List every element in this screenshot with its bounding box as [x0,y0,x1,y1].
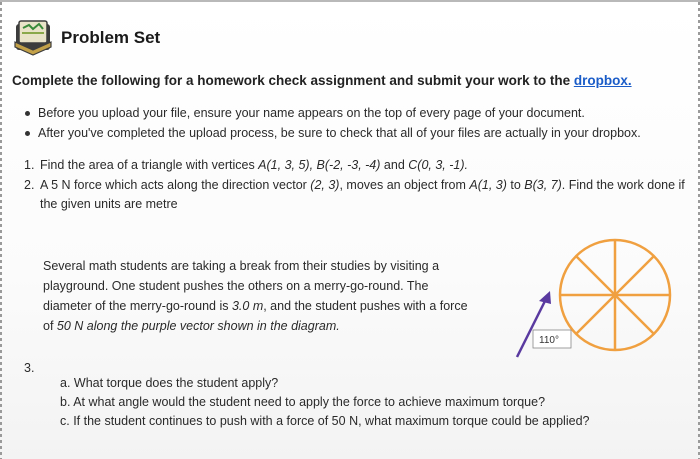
angle-label: 110° [539,335,559,346]
sub-question: b. At what angle would the student need to apply the force to achieve maximum torque? [60,395,546,409]
scenario-line [43,316,513,336]
dropbox-link[interactable]: dropbox. [573,73,632,88]
problem-3-number: 3. [24,361,35,375]
force-arrowhead [539,291,551,304]
sub-question: c. If the student continues to push with a force of 50 N, what maximum torque could be applied? [60,414,590,428]
problem-1-and: and [380,158,409,172]
problem-1-text: Find the area of a triangle with vertices [40,158,259,172]
scenario-line: playground. One student pushes the others on a merry-go-round. The [43,279,429,293]
problem-text [40,176,694,214]
left-border [0,2,2,459]
problem-3-questions [60,374,680,431]
scenario-force: 50 N along the purple vector shown in the diagram. [56,319,340,333]
problem-1-vertices: A(1, 3, 5), B(-2, -3, -4) [258,158,381,172]
problem-1-last-vertex: C(0, 3, -1). [408,158,468,172]
instruction-item: Before you upload your file, ensure your name appears on the top of every page of your document. [24,103,694,123]
scenario-line-4a: of [43,319,57,333]
problem-2-to: B(3, 7) [524,178,562,192]
instruction-item: After you've completed the upload process, be sure to check that all of your files are actually in your dropbox. [24,123,694,143]
header [13,12,413,60]
page-title: Problem Set [61,28,161,47]
problem-2 [24,176,694,214]
problem-1 [24,156,694,175]
scenario-diameter: 3.0 m [231,299,264,313]
instruction-list [24,103,694,143]
problem-2-from: A(1, 3) [469,178,507,192]
scenario-line: Several math students are taking a break from their studies by visiting a [43,259,440,273]
scenario-line [43,296,513,316]
merry-go-round-diagram [505,235,695,360]
problem-2-text-a: A 5 N force which acts along the direction vector [40,178,311,192]
problem-2-text-c: to [506,178,525,192]
scenario-line-3c: , and the student pushes with a force [263,299,468,313]
intro-sentence: Complete the following for a homework check assignment and submit your work to the [12,73,574,88]
problem-number: 1. [24,158,35,172]
problem-text [40,156,694,175]
problem-3-scenario [43,256,513,336]
problem-list [24,156,694,215]
sub-question: a. What torque does the student apply? [60,376,279,390]
folder-book-icon [13,16,53,56]
problem-2-text-d: . Find the work done if the given units are metre [40,178,685,211]
problem-number: 2. [24,178,35,192]
scenario-line-3a: diameter of the merry-go-round is [43,299,232,313]
intro-text [12,73,692,88]
problem-2-text-b: , moves an object from [339,178,470,192]
problem-2-vector: (2, 3) [310,178,340,192]
